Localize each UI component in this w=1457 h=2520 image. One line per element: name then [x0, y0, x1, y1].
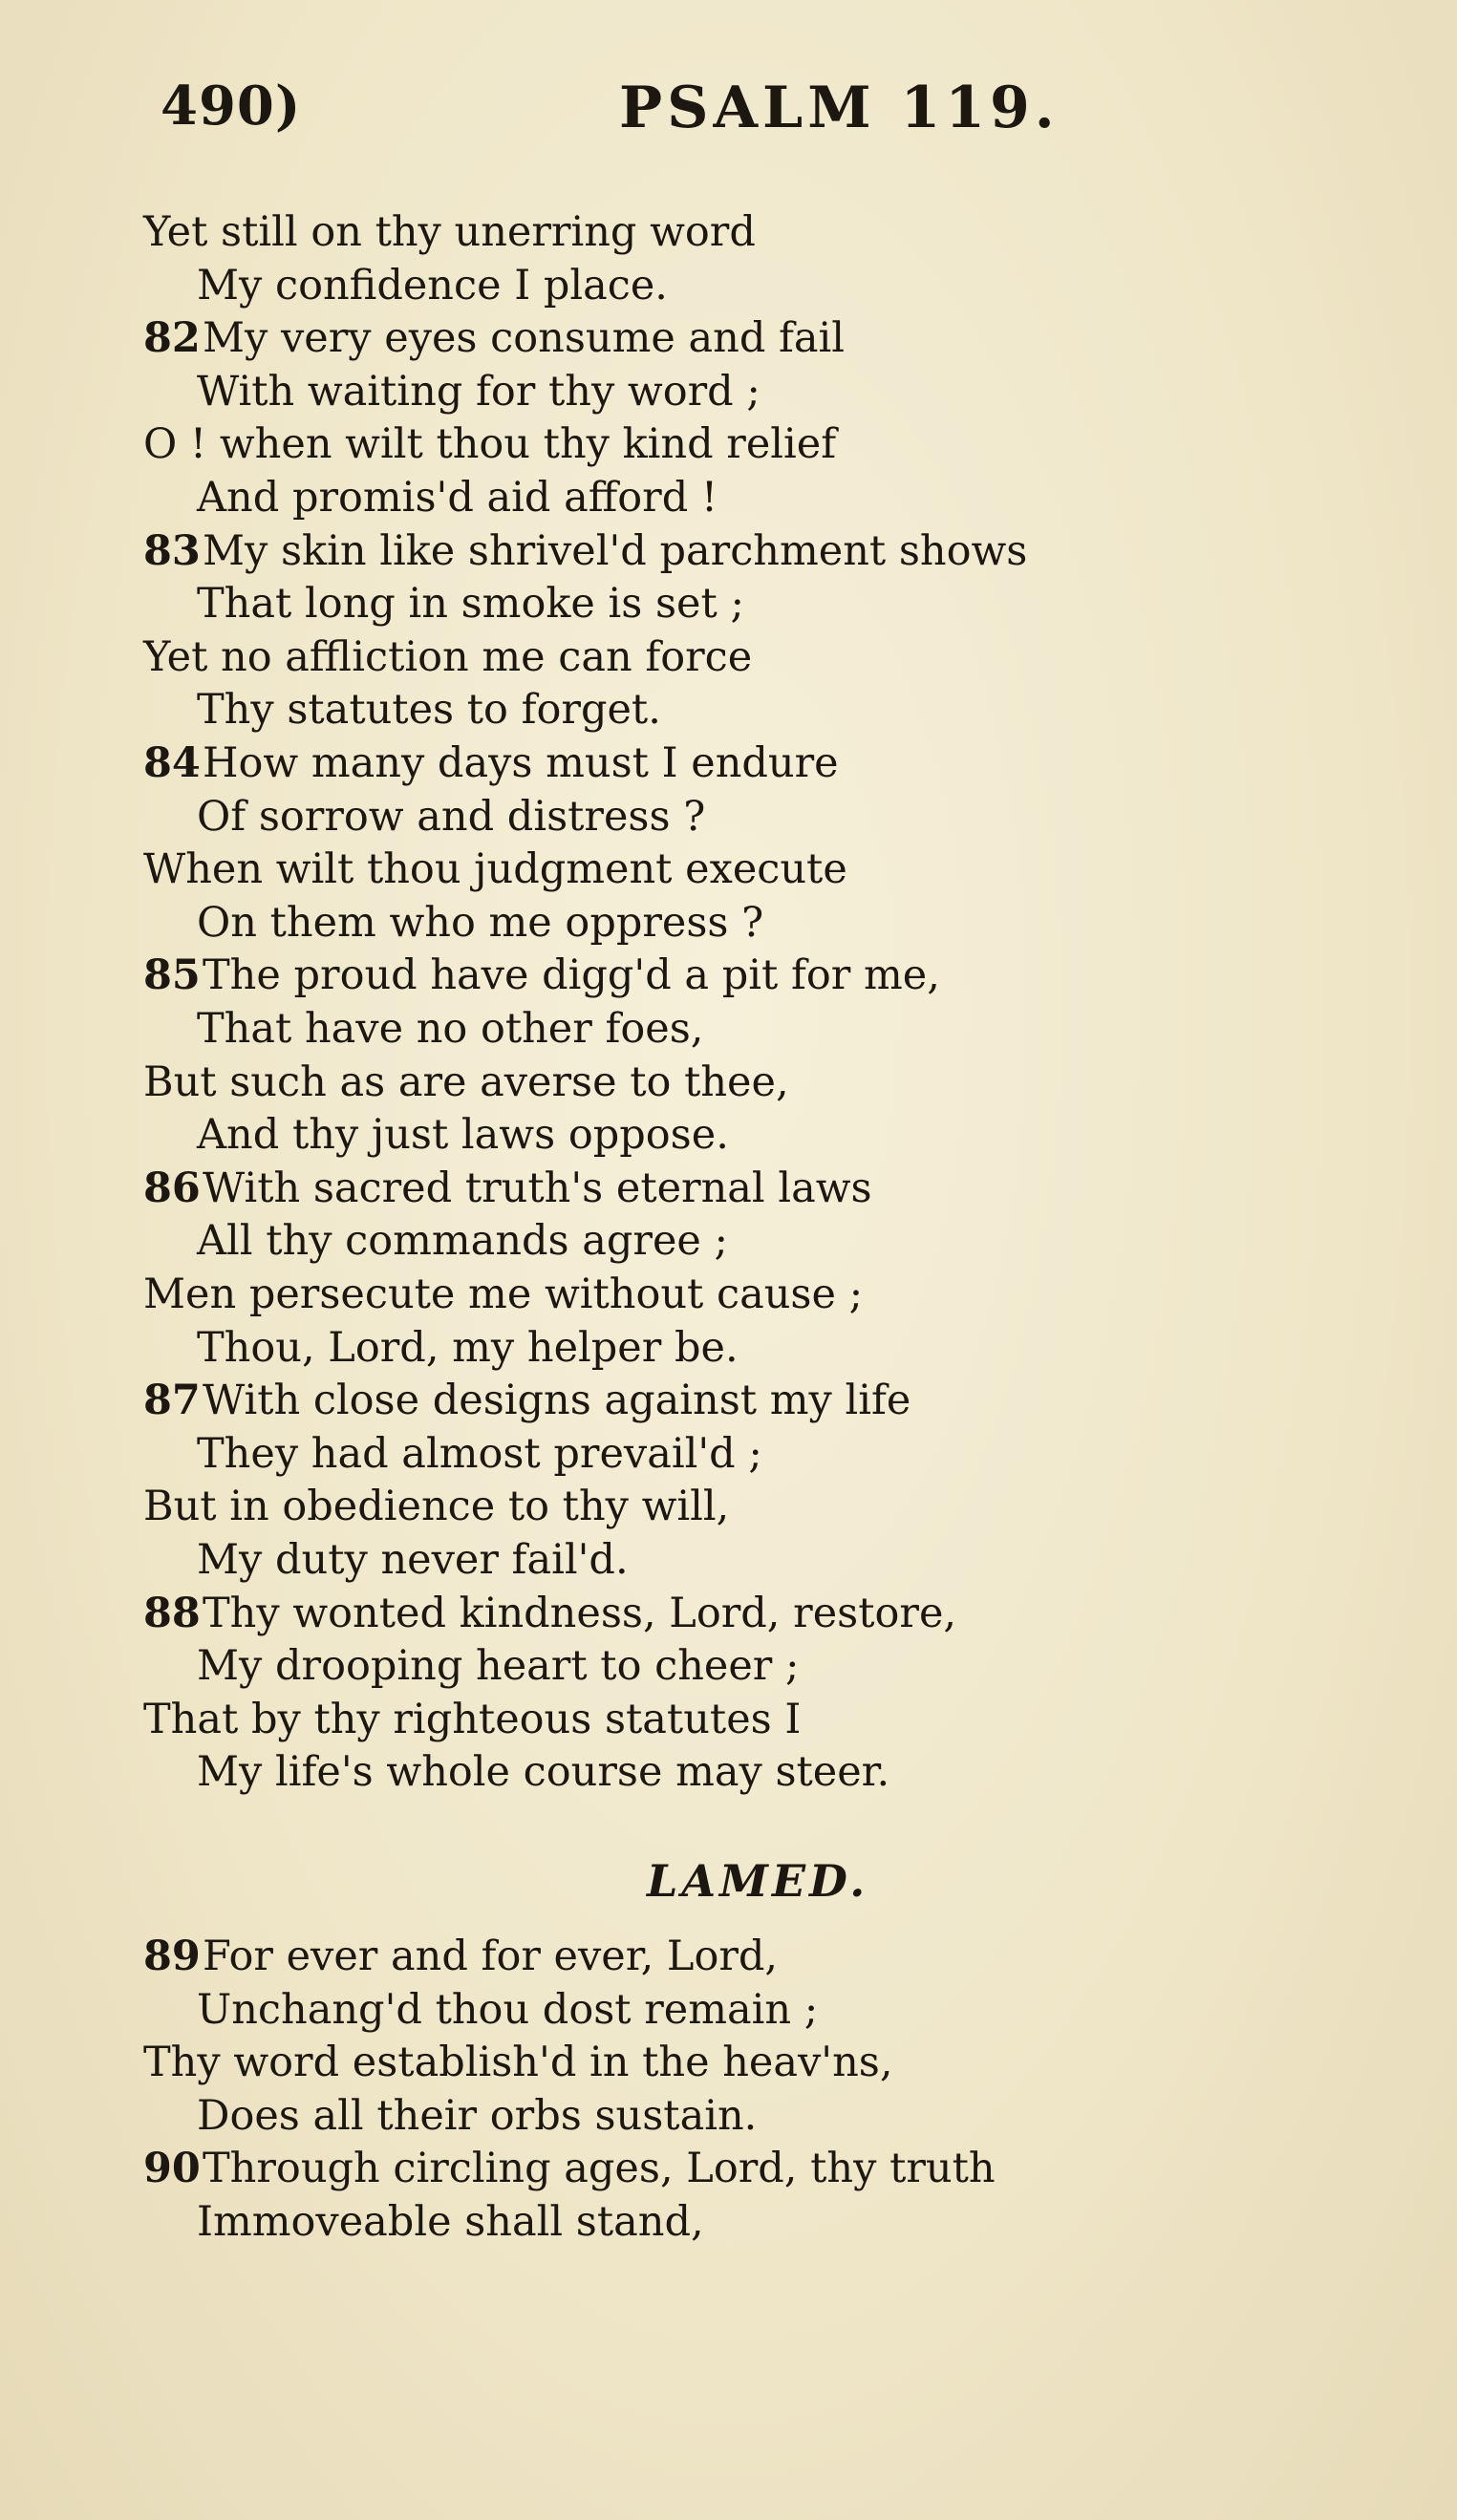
verse-line — [197, 1745, 889, 1799]
running-title: PSALM 119. — [619, 75, 1060, 141]
verse-text: My very eyes consume and fail — [203, 314, 846, 363]
verse-text: But in obedience to thy will, — [143, 1483, 730, 1531]
verse-line — [143, 1162, 872, 1215]
verse-text: Thou, Lord, my helper be. — [197, 1323, 739, 1372]
verse-line — [143, 843, 847, 896]
verse-line — [197, 365, 761, 418]
verse-text: On them who me oppress ? — [197, 898, 764, 947]
verse-text: All thy commands agree ; — [197, 1217, 729, 1266]
verse-text: My confidence I place. — [197, 261, 668, 310]
verse-text: That long in smoke is set ; — [197, 580, 744, 629]
verse-line — [143, 737, 839, 790]
verse-line — [197, 1427, 762, 1481]
verse-text: The proud have digg'd a pit for me, — [203, 951, 940, 1000]
verse-text: They had almost prevail'd ; — [197, 1429, 762, 1478]
verse-text: But such as are averse to thee, — [143, 1057, 789, 1106]
verse-line — [143, 1693, 801, 1746]
verse-text: That have no other foes, — [197, 1005, 704, 1053]
verse-line — [143, 1480, 729, 1533]
verse-text: How many days must I endure — [203, 739, 839, 787]
verse-text: With close designs against my life — [203, 1377, 911, 1425]
verse-text: Yet still on thy unerring word — [143, 208, 756, 256]
verse-number: 90 — [143, 2145, 201, 2193]
verse-line — [197, 1533, 629, 1587]
verse-text: With sacred truth's eternal laws — [203, 1164, 872, 1212]
verse-line — [197, 683, 661, 737]
verse-line — [197, 1002, 703, 1056]
verse-text: My drooping heart to cheer ; — [197, 1642, 800, 1691]
verse-text: O ! when wilt thou thy kind relief — [143, 420, 837, 469]
verse-line — [197, 1983, 818, 2037]
verse-line — [197, 577, 744, 630]
verse-text: Unchang'd thou dost remain ; — [197, 1985, 819, 2034]
verse-number: 82 — [143, 314, 201, 363]
verse-number: 88 — [143, 1589, 201, 1637]
verse-number: 87 — [143, 1377, 201, 1425]
verse-text: Through circling ages, Lord, thy truth — [203, 2145, 996, 2193]
verse-number: 83 — [143, 526, 201, 575]
verse-text: My duty never fail'd. — [197, 1536, 629, 1584]
verse-number: 85 — [143, 951, 201, 1000]
verse-text: Men persecute me without cause ; — [143, 1271, 864, 1318]
verse-line — [197, 1214, 728, 1268]
verse-number: 84 — [143, 739, 201, 787]
verse-line — [197, 471, 718, 524]
verse-line — [143, 949, 940, 1002]
verse-line — [143, 1056, 789, 1109]
verse-line — [143, 1268, 863, 1321]
verse-line — [197, 259, 668, 312]
verse-line — [197, 2089, 757, 2143]
page-number: 490) — [161, 75, 302, 138]
page-header — [0, 75, 1457, 160]
verse-line — [197, 1321, 739, 1375]
verse-number: 89 — [143, 1933, 201, 1980]
verse-text: And thy just laws oppose. — [197, 1111, 729, 1160]
verse-text: Of sorrow and distress ? — [197, 792, 706, 841]
verse-line — [143, 311, 845, 365]
verse-line — [197, 1639, 800, 1693]
verse-line — [197, 2195, 704, 2249]
verse-text: Thy wonted kindness, Lord, restore, — [203, 1589, 957, 1637]
verse-text: When wilt thou judgment execute — [143, 845, 847, 894]
verse-line — [143, 205, 756, 259]
verse-text: Yet no affliction me can force — [143, 632, 753, 681]
verse-text: Does all their orbs sustain. — [197, 2091, 758, 2140]
verse-text: My skin like shrivel'd parchment shows — [203, 526, 1028, 575]
verse-number: 86 — [143, 1164, 201, 1212]
verse-text: Thy word establish'd in the heav'ns, — [143, 2039, 893, 2087]
verse-text: For ever and for ever, Lord, — [203, 1933, 779, 1980]
verse-line — [143, 1374, 911, 1427]
verse-text: And promis'd aid afford ! — [197, 474, 718, 522]
verse-line — [143, 2036, 893, 2089]
verse-line — [197, 896, 763, 950]
verse-line — [143, 630, 752, 684]
verse-line — [143, 417, 836, 471]
section-heading-lamed: LAMED. — [647, 1855, 869, 1907]
verse-text: Immoveable shall stand, — [197, 2198, 704, 2246]
verse-text: With waiting for thy word ; — [197, 367, 761, 416]
verse-line — [143, 524, 1027, 578]
verse-text: Thy statutes to forget. — [197, 686, 661, 735]
verse-line — [143, 2142, 996, 2195]
verse-line — [143, 1587, 956, 1640]
verse-line — [197, 1108, 729, 1162]
verse-line — [143, 1930, 778, 1983]
verse-line — [197, 790, 705, 844]
verse-text: My life's whole course may steer. — [197, 1748, 890, 1797]
verse-text: That by thy righteous statutes I — [143, 1695, 802, 1743]
